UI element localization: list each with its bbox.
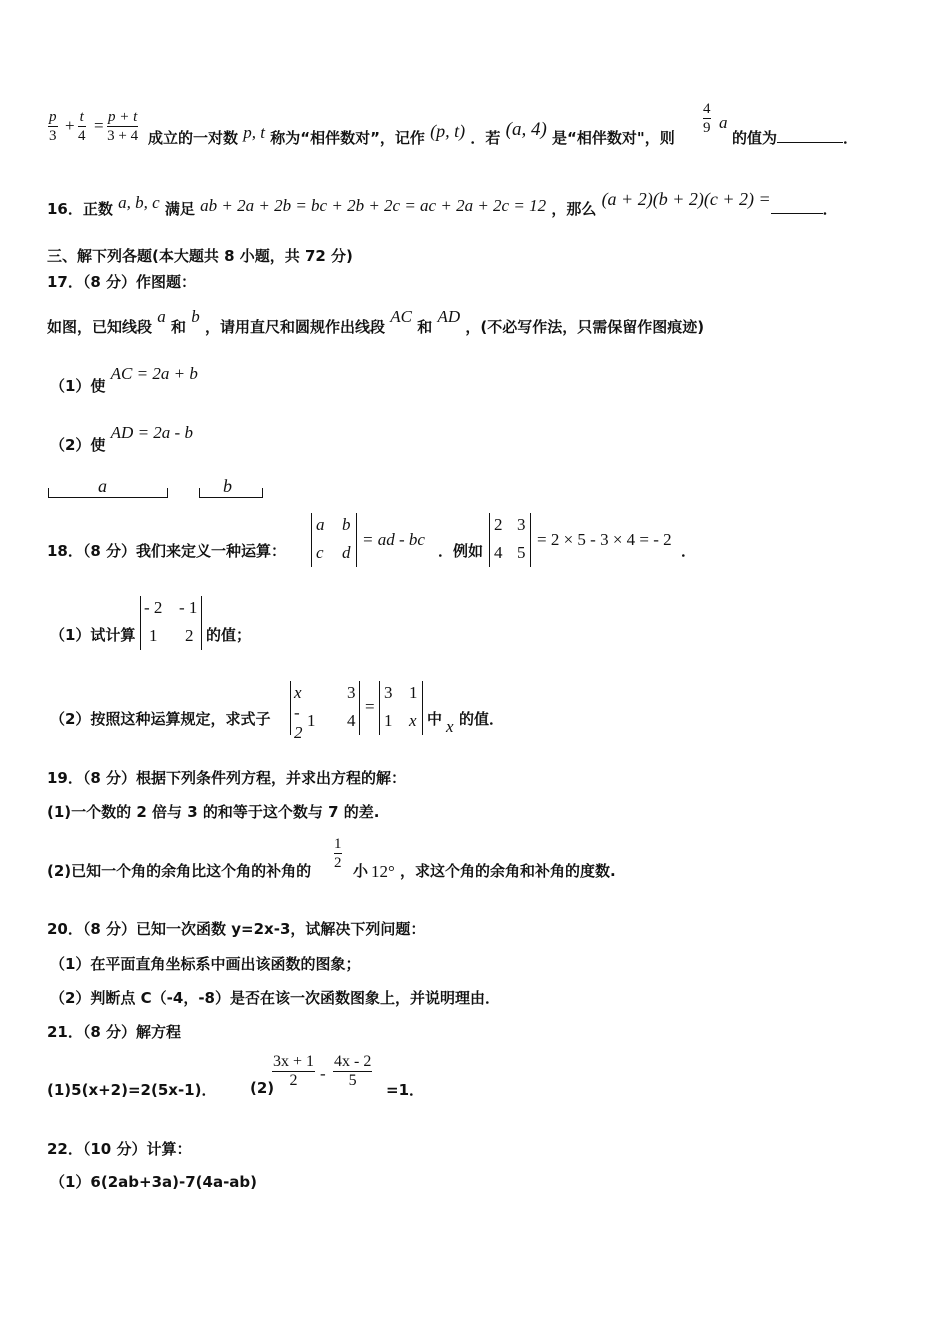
q19-part1: (1)一个数的 2 倍与 3 的和等于这个数与 7 的差. [47,803,380,821]
q22-header: 22．（10 分）计算： [47,1140,192,1158]
q15-var-a: a [719,113,728,132]
q18-def-determinant: a b c d [311,513,357,567]
q16-line: 16．正数 a, b, c 满足 ab + 2a + 2b = bc + 2b + 2c = ac + 2a + 2c = 12 ，那么 (a + 2)(b + 2)(c + 2) = ． [47,189,838,218]
q22-part1: （1）6(2ab+3a)-7(4a-ab) [50,1173,258,1191]
q19-part2-tail: ，求这个角的余角和补角的度数. [400,862,616,880]
q15-frac-p-over-3: p 3 [49,109,57,144]
q15-plus: + [65,116,75,135]
q19-part2-degree: 12° [371,862,395,881]
q17-part1: （1）使 AC = 2a + b [50,364,198,395]
q21-part1: (1)5(x+2)=2(5x-1)． [47,1081,217,1099]
q18-part2-equals: = [365,697,375,716]
q18-part2-mid: 中 [427,710,443,728]
q18-part2-label: （2）按照这种运算规定，求式子 [50,710,271,728]
q18-example-determinant: 2 3 4 5 [489,513,531,567]
q21-frac-2: 4x - 2 5 [334,1053,372,1089]
q18-part2-tail: 的值． [459,710,505,728]
q17-part2: （2）使 AD = 2a - b [50,423,193,454]
q18-part2-right-determinant: 3 1 1 x [379,681,423,735]
q15-line: 成立的一对数 p, t 称为“相伴数对”，记作 (p, t) ．若 (a, 4) 是“相伴数对"，则 [148,119,675,147]
segment-b-label: b [223,476,232,496]
segment-a [48,488,168,498]
q19-frac-half: 1 2 [334,836,342,871]
q15-tail: 的值为 ． [732,129,859,147]
q17-header: 17．（8 分）作图题： [47,273,197,291]
q18-def-rhs: = ad - bc [362,530,425,549]
q19-part2-small: 小 [353,862,369,880]
section-3-title: 三、解下列各题(本大题共 8 小题，共 72 分) [47,247,353,265]
q15-answer-blank[interactable] [777,128,843,143]
q19-header: 19．（8 分）根据下列条件列方程，并求出方程的解： [47,769,407,787]
q18-part1-determinant: - 2 - 1 1 2 [140,596,202,650]
q18-end: ． [681,542,697,560]
q18-part2-x: x [446,717,454,736]
q19-part2-label: (2)已知一个角的余角比这个角的补角的 [47,862,312,880]
q21-tail: =1． [386,1081,425,1099]
q18-example-rhs: = 2 × 5 - 3 × 4 = - 2 [537,530,672,549]
q21-header: 21．（8 分）解方程 [47,1023,182,1041]
q18-example-label: ．例如 [438,542,484,560]
segment-a-label: a [98,476,107,496]
q18-part1-tail: 的值； [206,626,252,644]
q17-intro: 如图，已知线段 a 和 b ，请用直尺和圆规作出线段 AC 和 AD ，(不必写作法，只需保留作图痕迹) [47,307,705,336]
q18-header: 18．（8 分）我们来定义一种运算： [47,542,287,560]
q21-frac-1: 3x + 1 2 [273,1053,315,1089]
q20-part1: （1）在平面直角坐标系中画出该函数的图象； [50,955,361,973]
q15-frac-sum: p + t 3 + 4 [107,109,139,144]
q20-part2: （2）判断点 C（-4，-8）是否在该一次函数图象上，并说明理由． [50,989,500,1007]
q15-frac-4-9: 4 9 [703,101,711,136]
q20-header: 20．（8 分）已知一次函数 y=2x-3，试解决下列问题： [47,920,426,938]
q18-part2-left-determinant: x - 2 3 1 4 [290,681,360,735]
q21-part2-label: (2) [250,1079,275,1097]
q15-equals: = [94,116,104,135]
q18-part1-label: （1）试计算 [50,626,136,644]
q15-frac-t-over-4: t 4 [78,109,86,144]
q21-minus: - [320,1064,326,1083]
q16-answer-blank[interactable] [771,199,823,214]
